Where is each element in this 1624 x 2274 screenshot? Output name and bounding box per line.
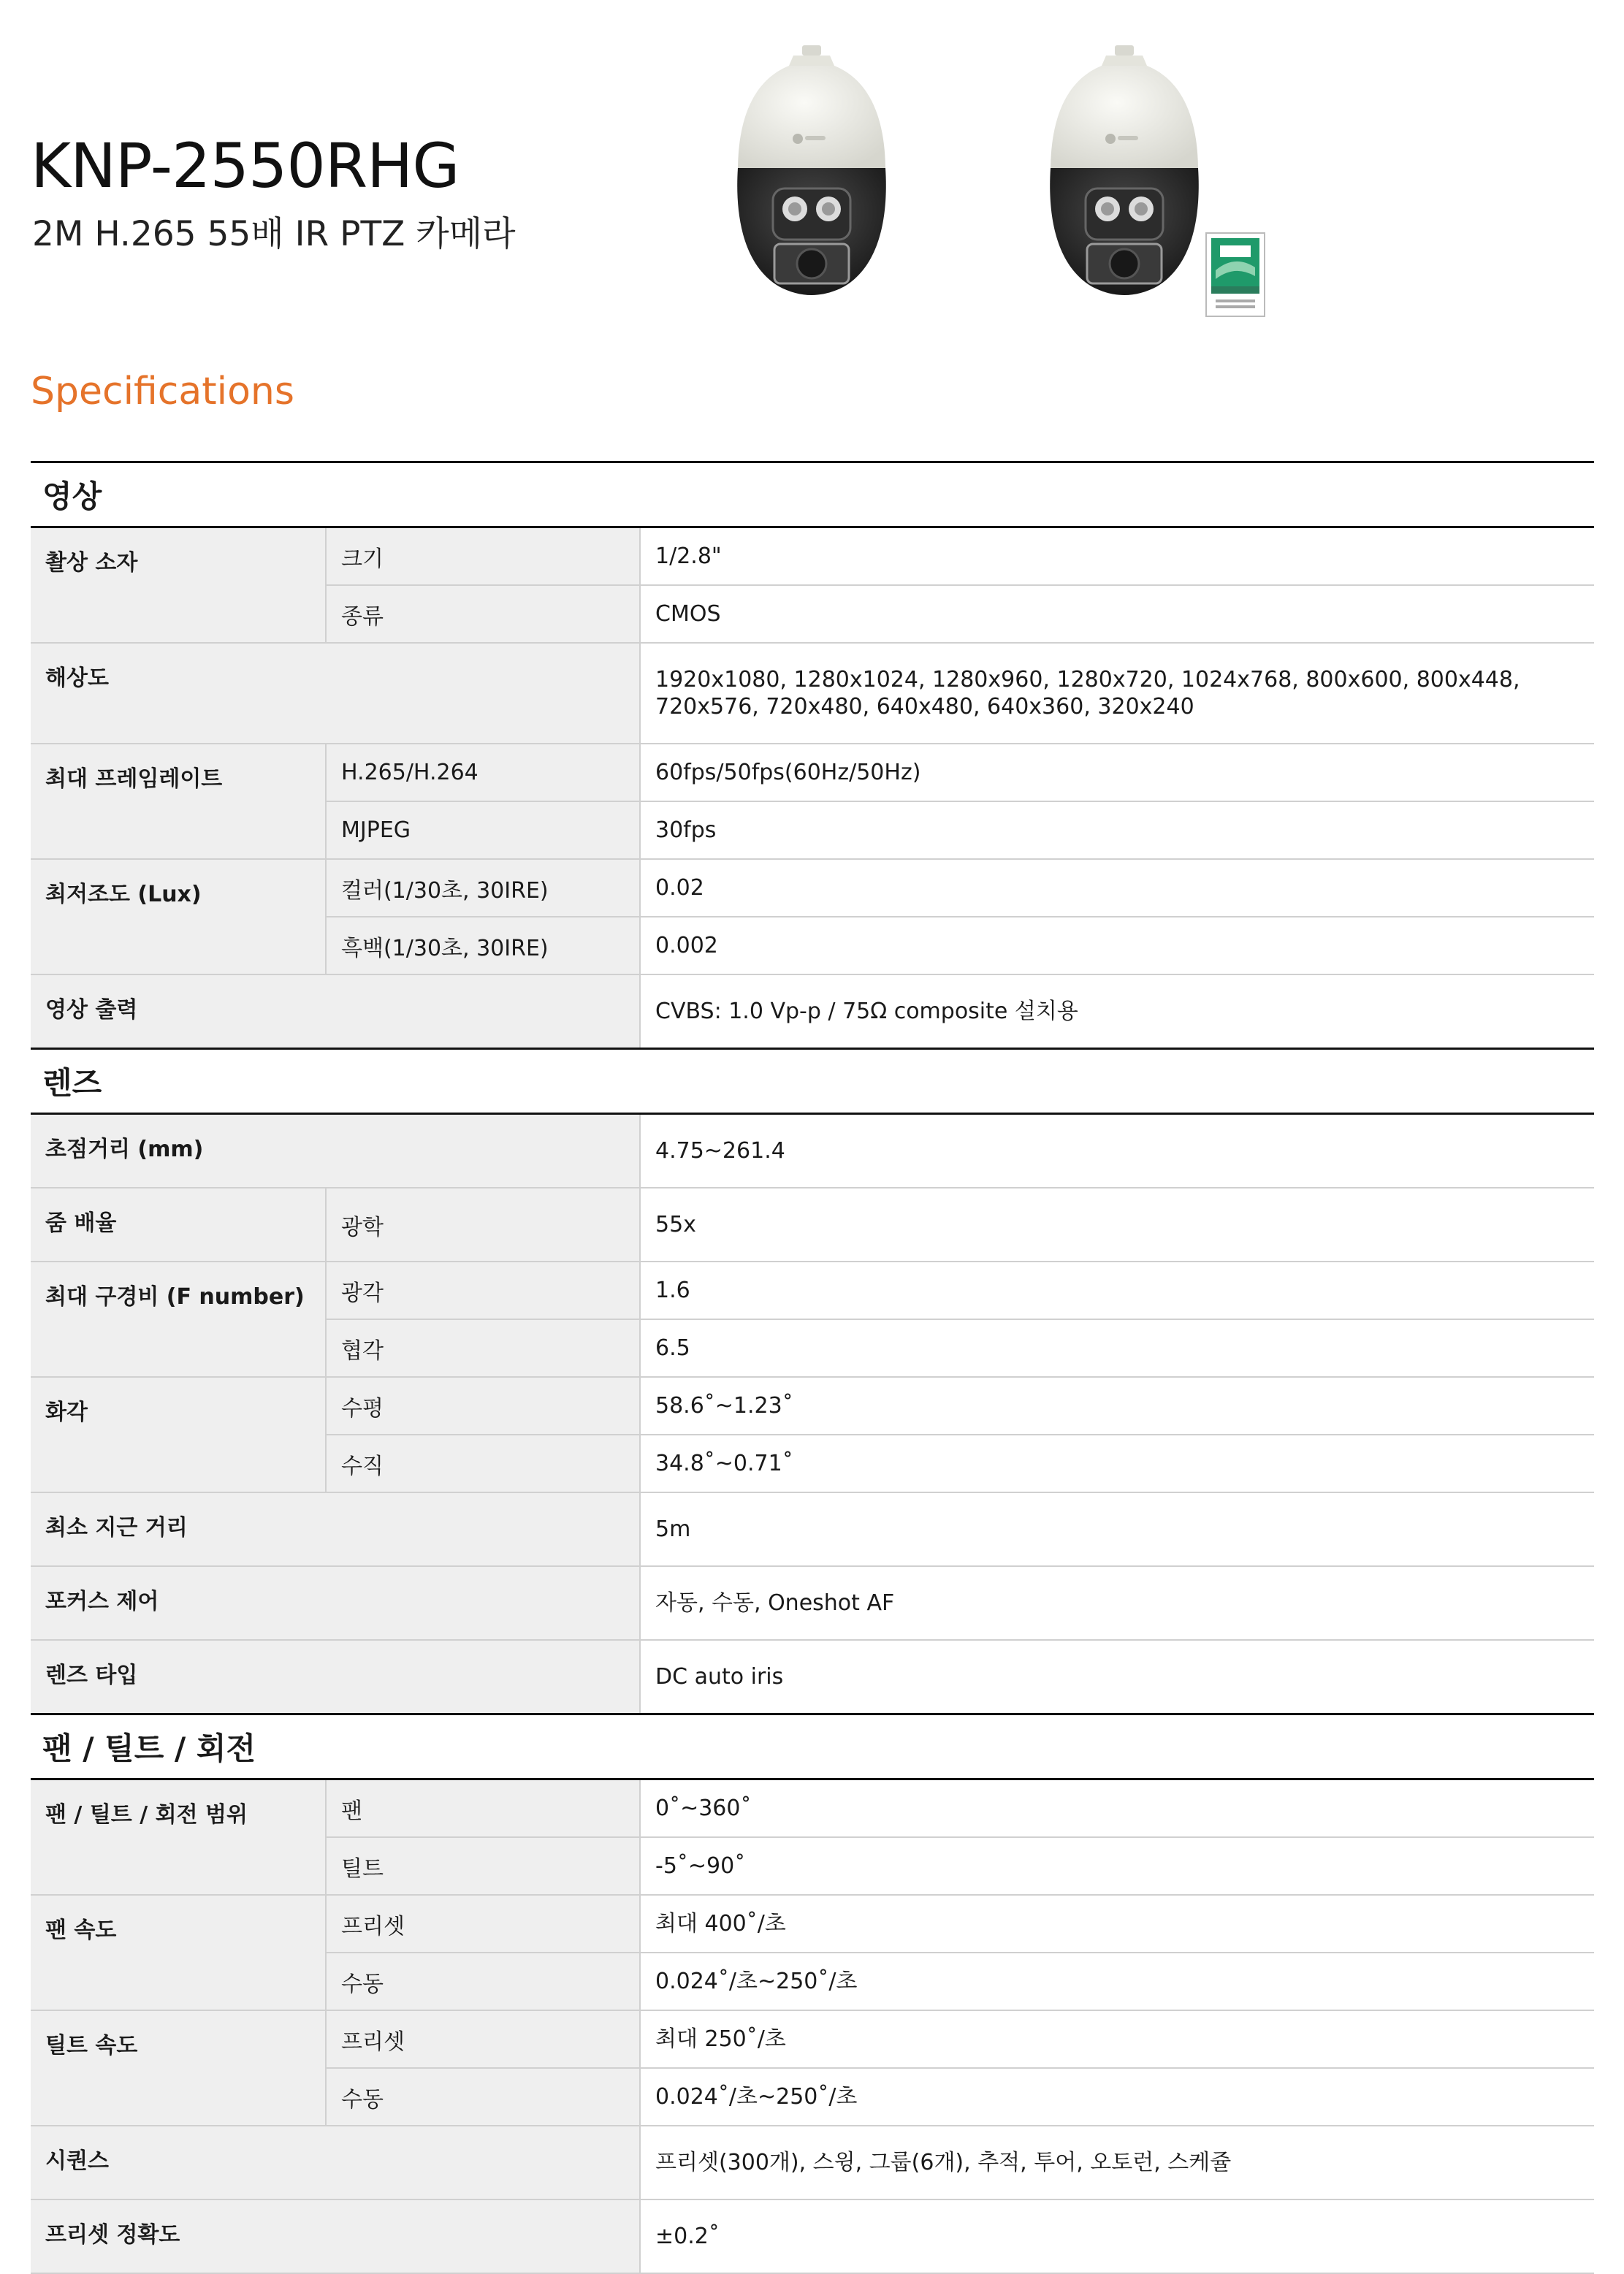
row-value: 0.024˚/초~250˚/초 (640, 1953, 1594, 2010)
row-sublabel: 수동 (326, 1953, 640, 2010)
row-value: 0˚~360˚ (640, 1779, 1594, 1838)
row-label: 렌즈 타입 (31, 1640, 640, 1714)
section-title: 팬 / 틸트 / 회전 (31, 1714, 1594, 1779)
row-value: -5˚~90˚ (640, 1837, 1594, 1895)
row-label: 최대 프레임레이트 (31, 744, 326, 859)
ptz-camera-image (1048, 45, 1201, 297)
row-sublabel: 수평 (326, 1377, 640, 1435)
row-value: 최대 250˚/초 (640, 2010, 1594, 2068)
row-sublabel: 광각 (326, 1262, 640, 1319)
row-value: 4.75~261.4 (640, 1114, 1594, 1188)
row-value: 5m (640, 1492, 1594, 1566)
row-value: 6.5 (640, 1319, 1594, 1377)
row-sublabel: 흑백(1/30초, 30IRE) (326, 917, 640, 974)
row-value: 0.024˚/초~250˚/초 (640, 2068, 1594, 2126)
product-subtitle: 2M H.265 55배 IR PTZ 카메라 (32, 214, 516, 254)
row-sublabel: 광학 (326, 1188, 640, 1262)
row-sublabel: 프리셋 (326, 1895, 640, 1953)
tta-verified-badge-icon (1205, 232, 1265, 317)
row-value: CVBS: 1.0 Vp-p / 75Ω composite 설치용 (640, 974, 1594, 1049)
row-label: 초점거리 (mm) (31, 1114, 640, 1188)
row-sublabel: 크기 (326, 527, 640, 586)
row-value: 1920x1080, 1280x1024, 1280x960, 1280x720, 1024x768, 800x600, 800x448, 720x576, 720x480, 640x480, 640x360, 320x240 (640, 643, 1594, 744)
spec-table (31, 461, 1594, 2274)
row-value: 0.02 (640, 859, 1594, 917)
row-label: 포커스 제어 (31, 1566, 640, 1640)
ptz-camera-image (735, 45, 888, 297)
row-label: 줌 배율 (31, 1188, 326, 1262)
row-label: 팬 속도 (31, 1895, 326, 2010)
row-label: 시퀀스 (31, 2126, 640, 2199)
row-label: 최저조도 (Lux) (31, 859, 326, 974)
row-sublabel: 팬 (326, 1779, 640, 1838)
row-value: 0.002 (640, 917, 1594, 974)
row-sublabel: 수동 (326, 2068, 640, 2126)
row-value: 30fps (640, 801, 1594, 859)
row-value: ±0.2˚ (640, 2199, 1594, 2273)
row-sublabel: 수직 (326, 1435, 640, 1492)
row-label: 틸트 속도 (31, 2010, 326, 2126)
row-value: DC auto iris (640, 1640, 1594, 1714)
row-label: 영상 출력 (31, 974, 640, 1049)
row-value: 자동, 수동, Oneshot AF (640, 1566, 1594, 1640)
row-label: 촬상 소자 (31, 527, 326, 644)
row-sublabel: 틸트 (326, 1837, 640, 1895)
row-label: 최대 구경비 (F number) (31, 1262, 326, 1377)
row-value: 60fps/50fps(60Hz/50Hz) (640, 744, 1594, 801)
section-title: 영상 (31, 462, 1594, 527)
model-name: KNP-2550RHG (31, 130, 460, 202)
row-sublabel: H.265/H.264 (326, 744, 640, 801)
row-label: 팬 / 틸트 / 회전 범위 (31, 1779, 326, 1896)
row-value: 최대 400˚/초 (640, 1895, 1594, 1953)
row-value: 58.6˚~1.23˚ (640, 1377, 1594, 1435)
row-value: 1/2.8" (640, 527, 1594, 586)
row-value: 1.6 (640, 1262, 1594, 1319)
specifications-heading: Specifications (31, 370, 294, 413)
row-label: 프리셋 정확도 (31, 2199, 640, 2273)
row-value: 프리셋(300개), 스윙, 그룹(6개), 추적, 투어, 오토런, 스케쥴 (640, 2126, 1594, 2199)
row-sublabel: MJPEG (326, 801, 640, 859)
row-sublabel: 컬러(1/30초, 30IRE) (326, 859, 640, 917)
row-label: 최소 지근 거리 (31, 1492, 640, 1566)
row-value: CMOS (640, 585, 1594, 643)
row-label: 화각 (31, 1377, 326, 1492)
row-value: 55x (640, 1188, 1594, 1262)
row-sublabel: 종류 (326, 585, 640, 643)
row-sublabel: 협각 (326, 1319, 640, 1377)
section-title: 렌즈 (31, 1049, 1594, 1114)
row-label: 해상도 (31, 643, 640, 744)
row-sublabel: 프리셋 (326, 2010, 640, 2068)
row-value: 34.8˚~0.71˚ (640, 1435, 1594, 1492)
